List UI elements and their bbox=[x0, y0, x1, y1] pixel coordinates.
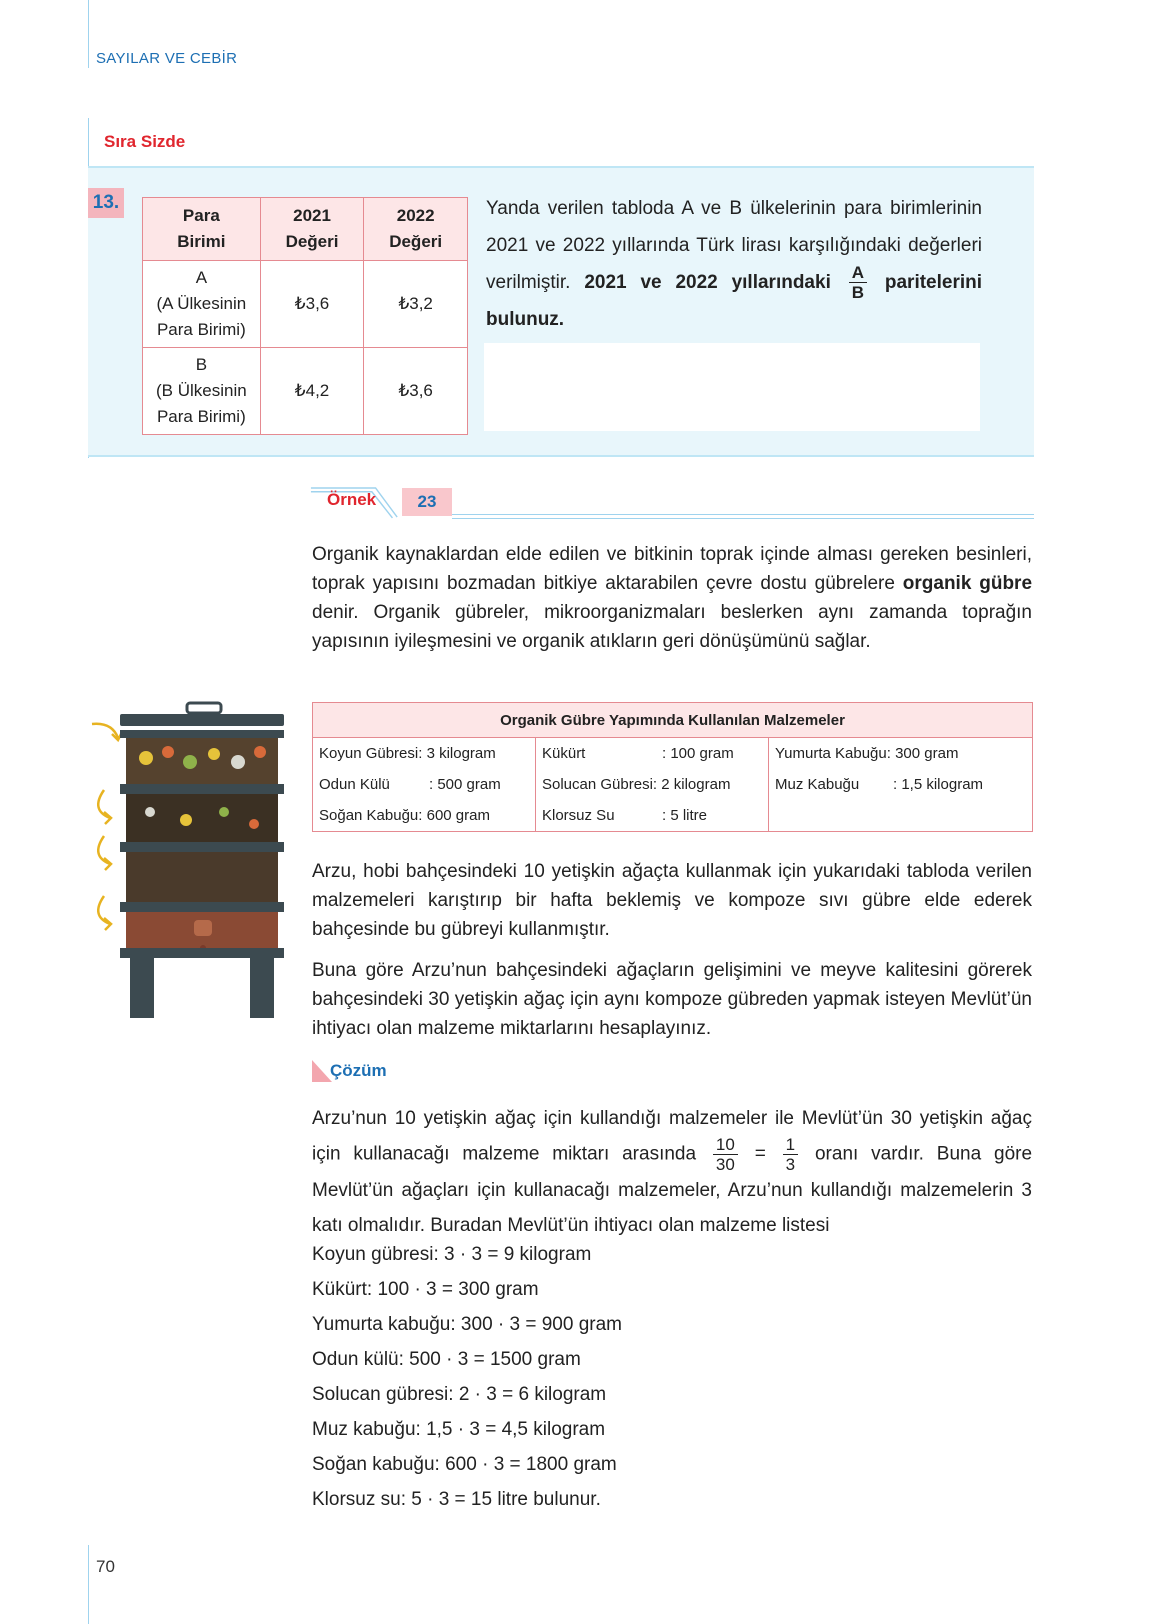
box-top-border bbox=[88, 166, 1034, 168]
solution-text: Arzu’nun 10 yetişkin ağaç için kullandığı malzemeler ile Mevlüt’ün 30 yetişkin ağaç için kullanacağı malzeme miktarı arasında bbox=[312, 1108, 1032, 1165]
cozum-marker-icon bbox=[312, 1060, 332, 1082]
header-text: Değeri bbox=[285, 232, 339, 251]
material-amount: : 2 kilogram bbox=[652, 776, 731, 793]
table-row bbox=[313, 800, 1033, 832]
material-name: Soğan Kabuğu bbox=[319, 807, 419, 824]
material-name: Kükürt bbox=[542, 745, 586, 762]
material-cell bbox=[769, 769, 1033, 800]
margin-line-bottom bbox=[88, 1545, 89, 1624]
material-amount: : 100 gram bbox=[662, 745, 734, 762]
material-cell bbox=[313, 769, 536, 800]
list-item: Soğan kabuğu: 600 · 3 = 1800 gram bbox=[312, 1454, 617, 1475]
value-2021-cell: ₺3,6 bbox=[260, 261, 364, 348]
margin-line-top bbox=[88, 0, 89, 68]
ornek-number: 23 bbox=[402, 488, 452, 516]
list-item: Koyun gübresi: 3 · 3 = 9 kilogram bbox=[312, 1244, 592, 1265]
header-text: Birimi bbox=[177, 232, 226, 251]
material-amount: : 300 gram bbox=[886, 745, 959, 762]
solution-text: oranı vardır. Buna göre Mevlüt’ün ağaçları için kullanacağı malzemeler, Arzu’nun kullandığı malzemelerin 3 katı olmalıdır. Buradan Mevlüt’ün ihtiyacı olan malzeme listesi bbox=[312, 1143, 1033, 1236]
currency-name-cell bbox=[143, 348, 261, 435]
answer-area[interactable] bbox=[484, 343, 980, 431]
material-amount: : 3 kilogram bbox=[418, 745, 496, 762]
table-row bbox=[143, 261, 468, 348]
list-item: Solucan gübresi: 2 · 3 = 6 kilogram bbox=[312, 1384, 607, 1405]
story-paragraph: Arzu, hobi bahçesindeki 10 yetişkin ağaçta kullanmak için yukarıdaki tabloda verilen malzemeleri karıştırıp bir hafta beklemiş ve kompoze sıvı gübre elde ederek bahçesinde bu gübreyi kullanmıştır. bbox=[312, 861, 1032, 940]
list-item: Muz kabuğu: 1,5 · 3 = 4,5 kilogram bbox=[312, 1419, 606, 1440]
material-name: Yumurta Kabuğu bbox=[775, 745, 887, 762]
list-item: Klorsuz su: 5 · 3 = 15 litre bulunur. bbox=[312, 1489, 601, 1510]
cell-text: Para Birimi) bbox=[156, 407, 246, 426]
list-item: Odun külü: 500 · 3 = 1500 gram bbox=[312, 1349, 581, 1370]
fraction-denominator: B bbox=[851, 283, 864, 303]
currency-table bbox=[142, 197, 468, 435]
ornek-rule bbox=[452, 514, 1034, 515]
page-number: 70 bbox=[96, 1557, 115, 1576]
fraction-denominator: 30 bbox=[715, 1155, 735, 1174]
material-list bbox=[312, 1237, 622, 1517]
currency-table-header bbox=[143, 198, 468, 261]
materials-table bbox=[312, 702, 1033, 832]
question-text bbox=[486, 190, 982, 338]
header-cell bbox=[364, 198, 468, 261]
material-cell bbox=[313, 800, 536, 832]
materials-table-title: Organik Gübre Yapımında Kullanılan Malzemeler bbox=[313, 703, 1033, 738]
cell-text: (A Ülkesinin bbox=[156, 294, 247, 313]
header-text: 2022 bbox=[396, 206, 435, 225]
compost-bin-illustration bbox=[90, 700, 300, 1030]
ornek-label: Örnek bbox=[327, 490, 377, 509]
header-cell bbox=[143, 198, 261, 261]
list-item: Kükürt: 100 · 3 = 300 gram bbox=[312, 1279, 539, 1300]
equals-sign: = bbox=[754, 1143, 766, 1165]
materials-table-title-row bbox=[313, 703, 1033, 738]
table-row bbox=[143, 348, 468, 435]
intro-text: denir. Organik gübreler, mikroorganizmaları beslerken aynı zamanda toprağın yapısının iyileşmesini ve organik atıkların geri dönüşümünü sağlar. bbox=[312, 602, 1032, 652]
cell-text: (B Ülkesinin bbox=[156, 381, 247, 400]
header-cell bbox=[260, 198, 364, 261]
material-cell bbox=[536, 800, 769, 832]
question-paragraph: Buna göre Arzu’nun bahçesindeki ağaçların gelişimini ve meyve kalitesini görerek bahçesindeki 30 yetişkin ağaç için aynı kompoze gübreden yapmak isteyen Mevlüt’ün ihtiyacı olan malzeme miktarlarını hesaplayınız. bbox=[312, 960, 1032, 1039]
material-name: Muz Kabuğu bbox=[775, 776, 860, 793]
box-bottom-border bbox=[88, 455, 1034, 457]
fraction-10-30 bbox=[713, 1136, 738, 1173]
fraction-numerator: A bbox=[849, 264, 867, 283]
cozum-label: Çözüm bbox=[330, 1061, 387, 1080]
question-number: 13. bbox=[88, 188, 124, 218]
material-name: Koyun Gübresi bbox=[319, 745, 419, 762]
question-part: Yanda verilen tabloda A ve B ülkelerinin para birimlerinin 2021 ve 2022 yıllarında Türk lirası karşılığındaki değerleri verilmiştir. bbox=[486, 198, 982, 293]
material-cell bbox=[313, 738, 536, 770]
section-header: SAYILAR VE CEBİR bbox=[96, 50, 238, 67]
material-name: Odun Külü bbox=[319, 776, 390, 793]
material-cell bbox=[769, 738, 1033, 770]
fraction-numerator: 10 bbox=[713, 1136, 738, 1155]
material-amount: : 500 gram bbox=[429, 776, 501, 793]
cell-text: Para Birimi) bbox=[156, 320, 246, 339]
question-bold: 2021 ve 2022 yıllarındaki bbox=[584, 272, 831, 293]
ornek-rule bbox=[452, 518, 1034, 519]
material-cell bbox=[536, 738, 769, 770]
solution-paragraph bbox=[312, 1101, 1032, 1243]
cell-text: B bbox=[195, 355, 208, 374]
question-bold: paritelerini bulunuz. bbox=[486, 272, 983, 331]
material-amount: : 600 gram bbox=[418, 807, 490, 824]
value-2022-cell: ₺3,2 bbox=[364, 261, 468, 348]
intro-text: Organik kaynaklardan elde edilen ve bitkinin toprak içinde alması gereken besinleri, toprak yapısını bozmadan bitkiye aktarabilen çevre dostu gübrelere bbox=[312, 544, 1032, 594]
material-amount: : 5 litre bbox=[662, 807, 708, 824]
material-cell bbox=[536, 769, 769, 800]
header-text: Para bbox=[182, 206, 220, 225]
fraction-1-3 bbox=[783, 1136, 798, 1173]
fraction-denominator: 3 bbox=[785, 1155, 796, 1174]
table-row bbox=[313, 738, 1033, 770]
cell-text: A bbox=[195, 268, 208, 287]
material-name: Klorsuz Su bbox=[542, 807, 615, 824]
header-text: Değeri bbox=[389, 232, 443, 251]
fraction-a-b bbox=[849, 264, 867, 301]
intro-bold-term: organik gübre bbox=[902, 573, 1033, 594]
header-text: 2021 bbox=[293, 206, 331, 225]
value-2021-cell: ₺4,2 bbox=[260, 348, 364, 435]
material-name: Solucan Gübresi bbox=[542, 776, 653, 793]
sira-sizde-label: Sıra Sizde bbox=[104, 132, 186, 151]
material-amount: : 1,5 kilogram bbox=[893, 776, 984, 793]
material-cell bbox=[769, 800, 1033, 832]
intro-paragraph bbox=[312, 540, 1032, 656]
currency-name-cell bbox=[143, 261, 261, 348]
table-row bbox=[313, 769, 1033, 800]
list-item: Yumurta kabuğu: 300 · 3 = 900 gram bbox=[312, 1314, 623, 1335]
value-2022-cell: ₺3,6 bbox=[364, 348, 468, 435]
fraction-numerator: 1 bbox=[783, 1136, 798, 1155]
